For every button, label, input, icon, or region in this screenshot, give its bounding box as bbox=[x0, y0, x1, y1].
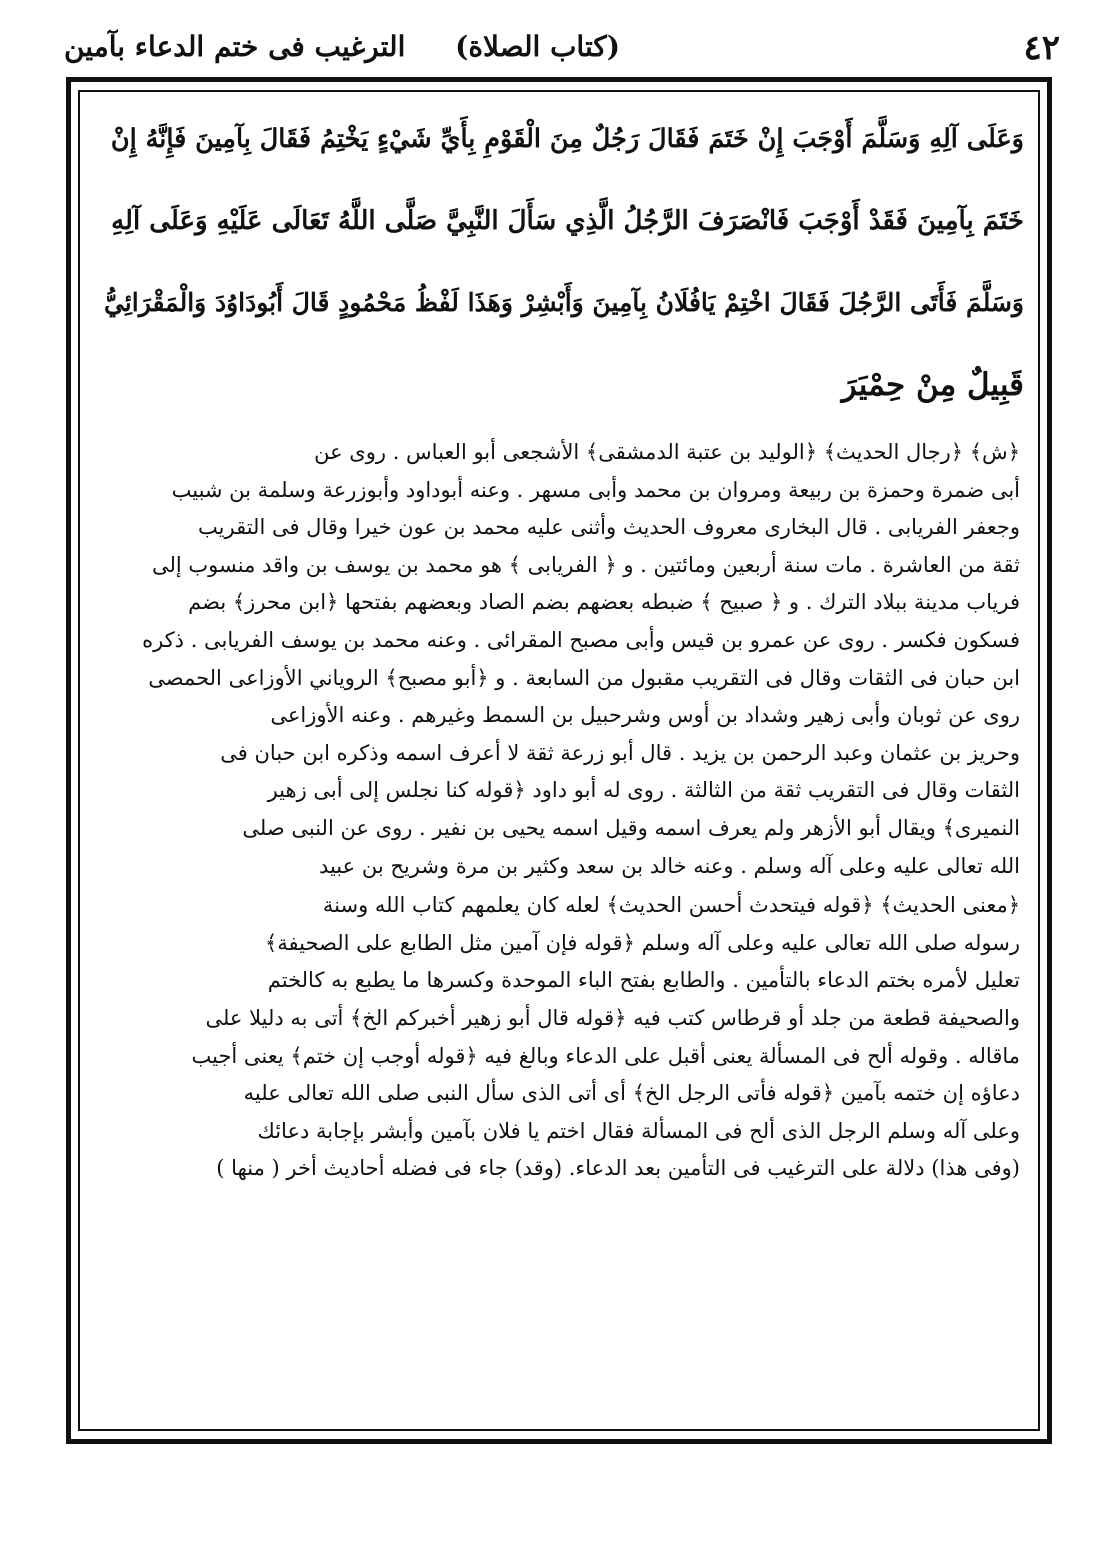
commentary-line: فرياب مدينة ببلاد الترك . و ﴿ صبيح ﴾ ضبطه بعضهم بضم الصاد وبعضهم بفتحها ﴿ابن محرز﴾ بضم bbox=[188, 590, 1020, 615]
commentary-line: تعليل لأمره بختم الدعاء بالتأمين . والطابع بفتح الباء الموحدة وكسرها ما يطبع به كالختم bbox=[267, 968, 1020, 993]
commentary-line: أبى ضمرة وحمزة بن ربيعة ومروان بن محمد وأبى مسهر . وعنه أبوداود وأبوزرعة وسلمة بن شبيب bbox=[171, 477, 1020, 502]
commentary-line: ﴿معنى الحديث﴾ ﴿قوله فيتحدث أحسن الحديث﴾ لعله كان يعلمهم كتاب الله وسنة bbox=[322, 893, 1020, 918]
commentary-line: ماقاله . وقوله ألح فى المسألة يعنى أقبل على الدعاء وبالغ فيه ﴿قوله أوجب إن ختم﴾ يعنى أجيب bbox=[191, 1043, 1020, 1068]
commentary-line: الله تعالى عليه وعلى آله وسلم . وعنه خالد بن سعد وكثير بن مرة وشريح بن عبيد bbox=[318, 853, 1020, 878]
hadith-text bbox=[96, 98, 1024, 426]
book-title: (كتاب الصلاة) bbox=[455, 30, 620, 63]
commentary-line: وحريز بن عثمان وعبد الرحمن بن يزيد . قال أبو زرعة ثقة لا أعرف اسمه وذكره ابن حبان فى bbox=[220, 740, 1020, 765]
commentary-line: والصحيفة قطعة من جلد أو قرطاس كتب فيه ﴿قوله قال أبو زهير أخبركم الخ﴾ أتى به دليلا على bbox=[205, 1005, 1020, 1030]
page-number: ٤٢ bbox=[1023, 28, 1060, 68]
commentary-paragraph-narrators bbox=[100, 434, 1020, 885]
hadith-line: قَبِيلٌ مِنْ حِمْيَرَ bbox=[841, 367, 1024, 403]
running-title bbox=[64, 30, 620, 63]
commentary-line: ثقة من العاشرة . مات سنة أربعين ومائتين . و ﴿ الفريابى ﴾ هو محمد بن يوسف بن واقد منسوب إلى bbox=[151, 552, 1020, 577]
hadith-line: وَسَلَّمَ فَأَتَى الرَّجُلَ فَقَالَ اخْتِمْ يَافُلَانُ بِآمِينَ وَأَبْشِرْ وَهَذَا لَفْظُ مَحْمُودٍ قَالَ أَبُودَاوُدَ وَالْمَقْرَائِيُّ bbox=[103, 288, 1024, 317]
commentary-line: الثقات وقال فى التقريب ثقة من الثالثة . روى له أبو داود ﴿قوله كنا نجلس إلى أبى زهير bbox=[267, 778, 1020, 803]
commentary-line: النميرى﴾ ويقال أبو الأزهر ولم يعرف اسمه وقيل اسمه يحيى بن نفير . روى عن النبى صلى bbox=[242, 815, 1020, 840]
commentary-line: وعلى آله وسلم الرجل الذى ألح فى المسألة فقال اختم يا فلان بآمين وأبشر بإجابة دعائك bbox=[257, 1118, 1020, 1143]
chapter-title: الترغيب فى ختم الدعاء بآمين bbox=[63, 30, 406, 63]
commentary-line: رسوله صلى الله تعالى عليه وعلى آله وسلم ﴿قوله فإن آمين مثل الطابع على الصحيفة﴾ bbox=[264, 930, 1020, 955]
commentary-line: روى عن ثوبان وأبى زهير وشداد بن أوس وشرحبيل بن السمط وغيرهم . وعنه الأوزاعى bbox=[270, 703, 1020, 728]
commentary bbox=[100, 434, 1020, 1188]
commentary-line: فسكون فكسر . روى عن عمرو بن قيس وأبى مصبح المقرائى . وعنه محمد بن يوسف الفريابى . ذكره bbox=[142, 627, 1020, 652]
commentary-line: دعاؤه إن ختمه بآمين ﴿قوله فأتى الرجل الخ﴾ أى أتى الذى سأل النبى صلى الله تعالى عليه bbox=[243, 1081, 1020, 1106]
commentary-paragraph-meaning bbox=[100, 887, 1020, 1188]
hadith-line: خَتَمَ بِآمِينَ فَقَدْ أَوْجَبَ فَانْصَرَفَ الرَّجُلُ الَّذِي سَأَلَ النَّبِيَّ صَلَّى اللَّهُ تَعَالَى عَلَيْهِ وَعَلَى آلِهِ bbox=[111, 206, 1024, 236]
commentary-line: ابن حبان فى الثقات وقال فى التقريب مقبول من السابعة . و ﴿أبو مصبح﴾ الروياني الأوزاعى الحمصى bbox=[148, 665, 1020, 690]
commentary-line: ﴿ش﴾ ﴿رجال الحديث﴾ ﴿الوليد بن عتبة الدمشقى﴾ الأشجعى أبو العباس . روى عن bbox=[314, 440, 1020, 464]
commentary-line: (وفى هذا) دلالة على الترغيب فى التأمين بعد الدعاء. (وقد) جاء فى فضله أحاديث أخر ( منها ) bbox=[216, 1156, 1020, 1181]
page-header bbox=[60, 22, 1060, 78]
hadith-line: وَعَلَى آلِهِ وَسَلَّمَ أَوْجَبَ إِنْ خَتَمَ فَقَالَ رَجُلٌ مِنَ الْقَوْمِ بِأَيِّ شَيْءٍ يَخْتِمُ فَقَالَ بِآمِينَ فَإِنَّهُ إِنْ bbox=[110, 124, 1024, 154]
commentary-line: وجعفر الفريابى . قال البخارى معروف الحديث وأثنى عليه محمد بن عون خيرا وقال فى التقريب bbox=[198, 515, 1020, 540]
